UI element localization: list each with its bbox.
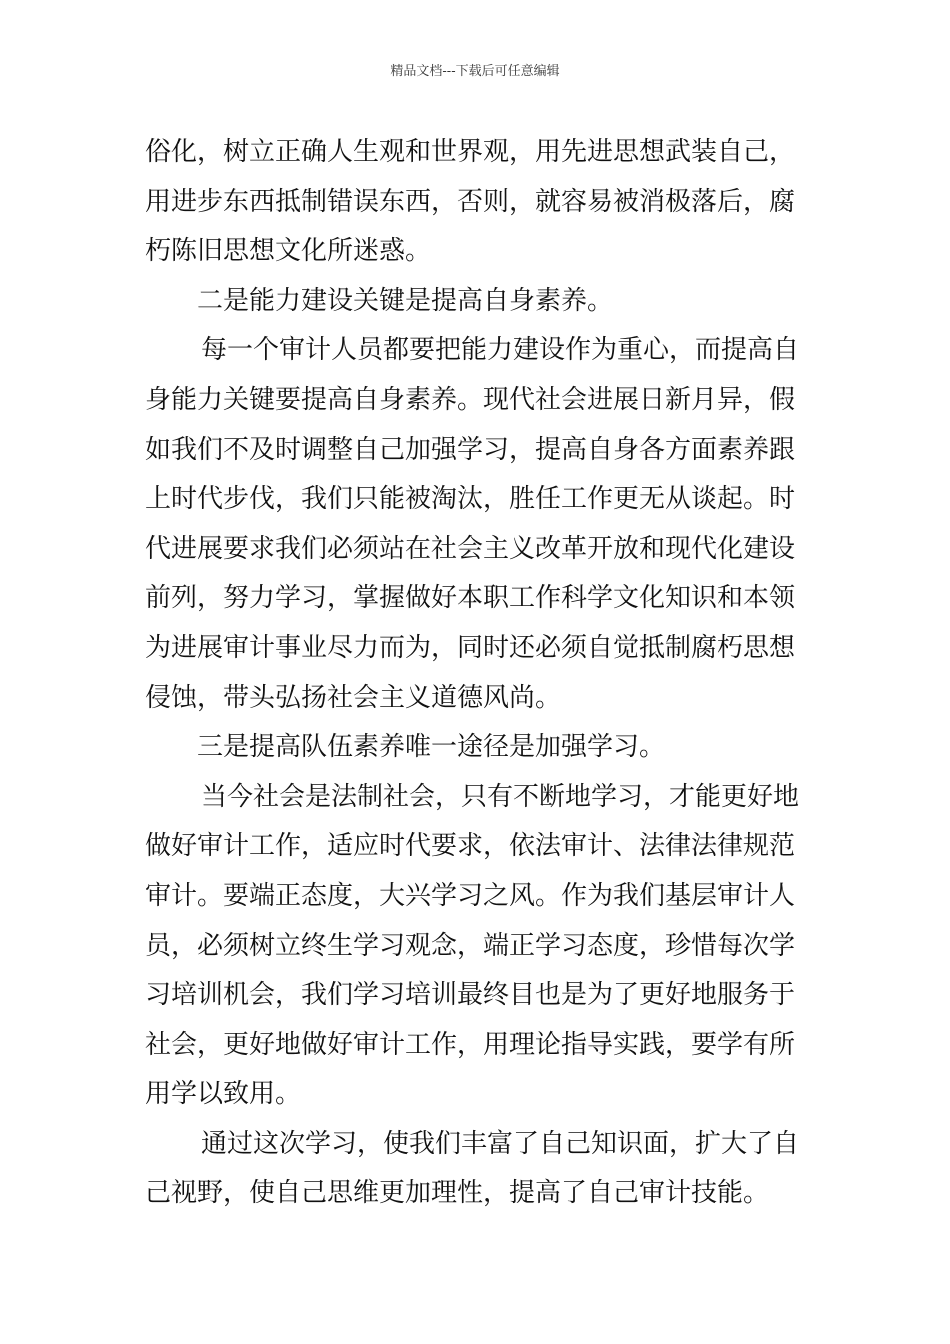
text-line: 侵蚀，带头弘扬社会主义道德风尚。 [145, 682, 562, 713]
text-line: 用进步东西抵制错误东西，否则，就容易被消极落后，腐 [145, 186, 796, 217]
text-line: 上时代步伐，我们只能被淘汰，胜任工作更无从谈起。时 [145, 484, 796, 515]
text-line: 用学以致用。 [145, 1079, 302, 1110]
section-heading: 二是能力建设关键是提高自身素养。 [197, 285, 614, 316]
text-line: 员，必须树立终生学习观念，端正学习态度，珍惜每次学 [145, 930, 796, 961]
section-heading: 三是提高队伍素养唯一途径是加强学习。 [197, 732, 666, 763]
paragraph-start: 通过这次学习，使我们丰富了自己知识面，扩大了自 [201, 1128, 800, 1159]
text-line: 习培训机会，我们学习培训最终目也是为了更好地服务于 [145, 980, 796, 1011]
text-line: 己视野，使自己思维更加理性，提高了自己审计技能。 [145, 1178, 770, 1209]
text-line: 为进展审计事业尽力而为，同时还必须自觉抵制腐朽思想 [145, 632, 796, 663]
text-line: 代进展要求我们必须站在社会主义改革开放和现代化建设 [145, 533, 796, 564]
text-line: 审计。要端正态度，大兴学习之风。作为我们基层审计人 [145, 880, 796, 911]
text-line: 前列，努力学习，掌握做好本职工作科学文化知识和本领 [145, 583, 796, 614]
text-line: 朽陈旧思想文化所迷惑。 [145, 236, 432, 267]
page-header: 精品文档---下载后可任意编辑 [390, 64, 560, 79]
text-line: 社会，更好地做好审计工作，用理论指导实践，要学有所 [145, 1029, 796, 1060]
text-line: 做好审计工作，适应时代要求，依法审计、法律法律规范 [145, 831, 796, 862]
paragraph-start: 当今社会是法制社会，只有不断地学习，才能更好地 [201, 781, 800, 812]
body-text [145, 128, 809, 1219]
paragraph-start: 每一个审计人员都要把能力建设作为重心，而提高自 [201, 335, 800, 366]
text-line: 如我们不及时调整自己加强学习，提高自身各方面素养跟 [145, 434, 796, 465]
text-line: 身能力关键要提高自身素养。现代社会进展日新月异，假 [145, 384, 796, 415]
text-line: 俗化，树立正确人生观和世界观，用先进思想武装自己， [145, 137, 796, 167]
